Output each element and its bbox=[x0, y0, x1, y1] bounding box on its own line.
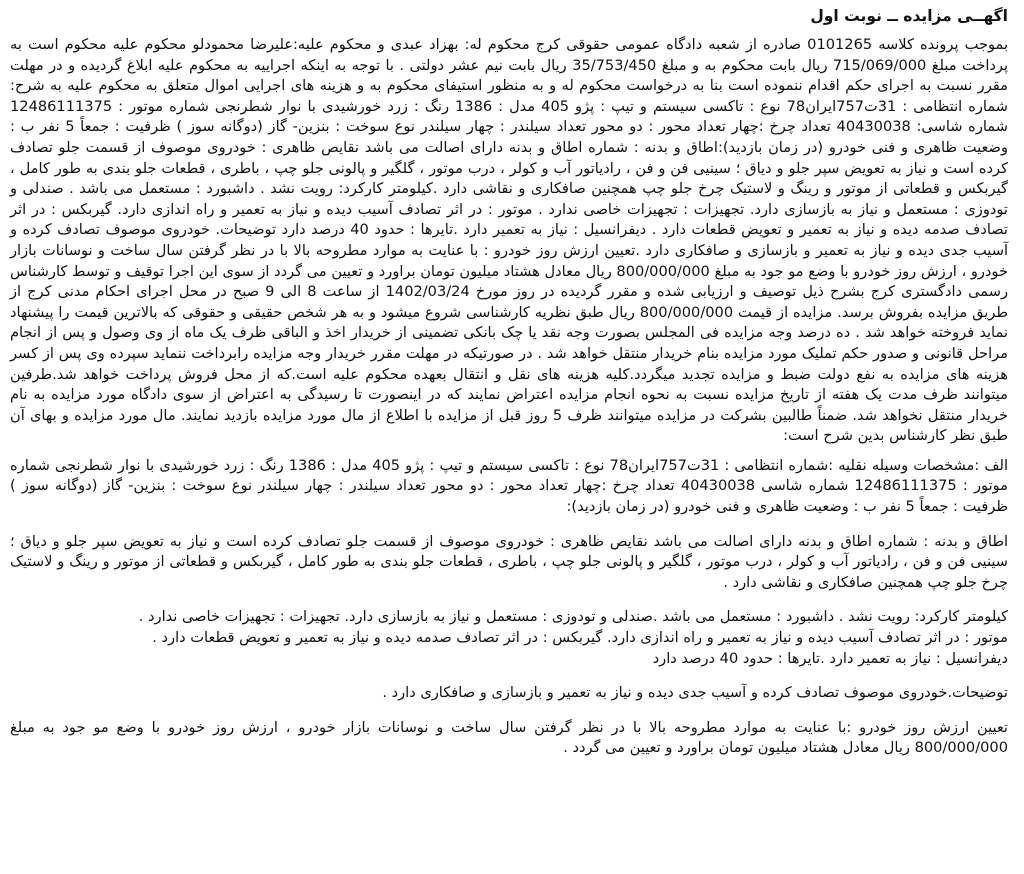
notes-section: توضیحات.خودروی موصوف تصادف کرده و آسیب جدی دیده و نیاز به تعمیر و بازسازی و صافکاری دارد . bbox=[382, 684, 1008, 702]
differential-section: دیفرانسیل : نیاز به تعمیر دارد .تایرها : حدود 40 درصد دارد bbox=[652, 649, 1008, 667]
notice-title: اگهــی مزایده ــ نوبت اول bbox=[810, 7, 1008, 25]
mileage-section: کیلومتر کارکرد: رویت نشد . داشبورد : مستعمل می باشد .صندلی و تودوزی : مستعمل و نیاز به بازسازی دارد. تجهیزات : تجهیزات خاصی ندارد . bbox=[138, 608, 1008, 626]
engine-section: موتور : در اثر تصادف آسیب دیده و نیاز به تعمیر و راه اندازی دارد. گیربکس : در اثر تصادف صدمه دیده و نیاز به تعمیر و تعویض قطعات دارد . bbox=[152, 629, 1008, 647]
body-condition-section: اطاق و بدنه : شماره اطاق و بدنه دارای اصالت می باشد نقایص ظاهری : خودروی موصوف از قسمت جلو تصادف کرده است و نیاز به تعویض سپر جلو و دیاق ؛ سینیی فن و فن ، رادیاتور آب و کولر ، درب موتور ، گلگیر و پالونی جلو چپ ، باطری ، قطعات جلو بندی به طور کامل ، گیربکس و قطعاتی از موتور و رینگ و لاستیک چرخ جلو چپ همچنین صافکاری و نقاشی دارد . bbox=[10, 532, 1008, 591]
notice-main-text: بموجب پرونده کلاسه 0101265 صادره از شعبه دادگاه عمومی حقوقی کرج محکوم له: بهزاد عبدی و محکوم علیه:علیرضا محمودلو محکوم علیه محکوم است به پرداخت مبلغ 715/069/000 ریال بابت محکوم به و مبلغ 35/753/450 ریال بابت نیم عشر دولتی . با توجه به اینکه اجراییه به محکوم علیه ابلاغ گردیده و در مهلت مقرر نسبت به اجرای حکم اقدام ننموده است بنا به درخواست محکوم له و به منظور استیفای محکوم به و هزینه های اجرایی اموال متعلق به محکوم علیه به شرح: شماره انتظامی : 31ت757ایران78 نوع : تاکسی سیستم و تیپ : پژو 405 مدل : 1386 رنگ : زرد خورشیدی با نوار شطرنجی شماره موتور : 12486111375 شماره شاسی: 40430038 تعداد چرخ :چهار تعداد محور : دو محور تعداد سیلندر : چهار سیلندر نوع سوخت : بنزین- گاز (دوگانه سوز ) ظرفیت : جمعاً 5 نفر ب : وضعیت ظاهری و فنی خودرو (در زمان بازدید):اطاق و بدنه : شماره اطاق و بدنه دارای اصالت می باشد نقایص ظاهری : خودروی موصوف از قسمت جلو تصادف کرده است و نیاز به تعویض سپر جلو و دیاق ؛ سینیی فن و فن ، رادیاتور آب و کولر ، درب موتور ، گلگیر و پالونی جلو چپ ، باطری ، قطعات جلو بندی به طور کامل ، گیربکس و قطعاتی از موتور و رینگ و لاستیک چرخ جلو چپ همچنین صافکاری و نقاشی دارد .کیلومتر کارکرد: رویت نشد . داشبورد : مستعمل می باشد . صندلی و تودوزی : مستعمل و نیاز به بازسازی دارد. تجهیزات : تجهیزات خاصی ندارد . موتور : در اثر تصادف آسیب دیده و نیاز به تعمیر و راه اندازی دارد. گیربکس : در اثر تصادف صدمه دیده و نیاز به تعمیر و تعویض قطعات دارد . دیفرانسیل : نیاز به تعمیر دارد .تایرها : حدود 40 درصد دارد توضیحات. خودروی موصوف تصادف کرده و آسیب جدی دیده و نیاز به تعمیر و بازسازی و صافکاری دارد .تعیین ارزش روز خودرو : با عنایت به موارد مطروحه بالا با در نظر گرفتن سال ساخت و نوسانات بازار خودرو ، ارزش روز خودرو با وضع مو جود به مبلغ 800/000/000 ریال معادل هشتاد میلیون تومان براورد و تعیین می گردد از سوی این اجرا توقیف و توسط کارشناس رسمی دادگستری کرج بشرح ذیل توصیف و ارزیابی شده و مقرر گردیده در روز مورخ 1402/03/24 از ساعت 8 الی 9 صبح در محل اجرای احکام مدنی کرج از طریق مزایده بفروش برسد. مزایده از قیمت 800/000/000 ریال طبق نظریه کارشناسی شروع میشود و به هر شخص حقیقی و حقوقی که بالاترین قیمت را پیشنهاد نماید فروخته خواهد شد . ده درصد وجه مزایده فی المجلس بصورت وجه نقد یا چک بانکی تضمینی از خریدار اخذ و الباقی ظرف یک ماه از وی وصول و پس از انجام مراحل قانونی و صدور حکم تملیک مورد مزایده بنام خریدار منتقل خواهد شد . در صورتیکه در مهلت مقرر خریدار وجه مزایده رابرداخت ننماید سپرده وی پس از کسر هزینه های مزایده به نفع دولت ضبط و مزایده تجدید میگردد.کلیه هزینه های نقل و انتقال بعهده محکوم علیه است.که از محل فروش پرداخت خواهد شد.طرفین میتوانند ظرف مدت یک هفته از تاریخ مزایده نسبت به نحوه انجام مزایده اعتراض نمایند که در اینصورت تا رسیدگی به اعتراض از سوی دادگاه مورد مزایده به نام خریدار منتقل نخواهد شد. ضمناً طالبین بشرکت در مزایده میتوانند ظرف 5 روز قبل از مزایده با اطلاع از مال مورد مزایده بازدید نمایند. مال مورد مزایده و بهای آن طبق نظر کارشناس بدین شرح است: bbox=[10, 36, 1009, 445]
vehicle-specs-section: الف :مشخصات وسیله نقلیه :شماره انتظامی : 31ت757ایران78 نوع : تاکسی سیستم و تیپ : پژو 405 مدل : 1386 رنگ : زرد خورشیدی با نوار شطرنجی شماره موتور : 12486111375 شماره شاسی 40430038 تعداد چرخ :چهار تعداد محور : دو محور تعداد سیلندر : چهار سیلندر نوع سوخت : بنزین- گاز (دوگانه سوز ) ظرفیت : جمعاً 5 نفر ب : وضعیت ظاهری و فنی خودرو (در زمان بازدید): bbox=[10, 456, 1009, 516]
valuation-section: تعیین ارزش روز خودرو :با عنایت به موارد مطروحه بالا با در نظر گرفتن سال ساخت و نوسانات بازار خودرو ، ارزش روز خودرو با وضع مو جود به مبلغ 800/000/000 ریال معادل هشتاد میلیون تومان براورد و تعیین می گردد . bbox=[10, 718, 1008, 757]
